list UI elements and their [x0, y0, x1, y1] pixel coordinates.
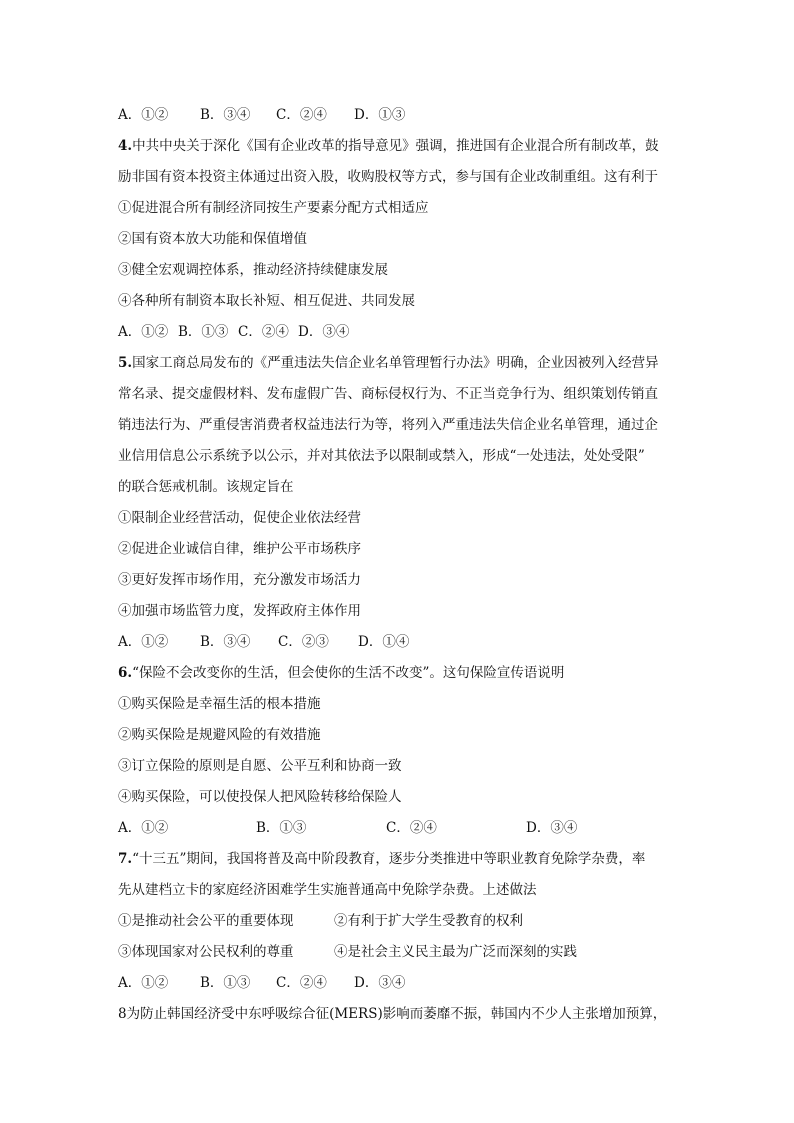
- q5-option-d: D．①④: [358, 634, 410, 650]
- q6-option-a: A．①②: [118, 820, 169, 836]
- q7-option-a: A．①②: [118, 975, 169, 991]
- q7-stem-line-1: [118, 844, 678, 875]
- q4-item-1: ①促进混合所有制经济同按生产要素分配方式相适应: [118, 200, 429, 216]
- q6-item-1: ①购买保险是幸福生活的根本措施: [118, 696, 321, 712]
- q5-option-a: A．①②: [118, 634, 169, 650]
- q3-options: [118, 100, 678, 131]
- q6-option-c: C．②④: [386, 820, 437, 836]
- q7-item-3: ③体现国家对公民权利的尊重: [118, 944, 294, 960]
- q4-item-2: ②国有资本放大功能和保值增值: [118, 231, 307, 247]
- q4-option-c: C．②④: [238, 324, 289, 340]
- q5-stem-line-3: 销违法行为、严重侵害消费者权益违法行为等，将列入严重违法失信企业名单管理，通过企: [118, 417, 658, 433]
- q5-number: 5.: [118, 355, 133, 371]
- q4-stem-text-1: 中共中央关于深化《国有企业改革的指导意见》强调，推进国有企业混合所有制改革，鼓: [132, 138, 659, 154]
- q6-option-d: D．③④: [526, 820, 578, 836]
- q4-option-d: D．③④: [298, 324, 350, 340]
- q3-option-d: D．①③: [354, 107, 406, 123]
- q4-stem-line-2: 励非国有资本投资主体通过出资入股，收购股权等方式，参与国有企业改制重组。这有利于: [118, 169, 658, 185]
- q3-option-b: B．③④: [200, 107, 251, 123]
- q7-option-b: B．①③: [200, 975, 251, 991]
- q7-stem-line-2: 先从建档立卡的家庭经济困难学生实施普通高中免除学杂费。上述做法: [118, 882, 537, 898]
- q5-item-1: ①限制企业经营活动，促使企业依法经营: [118, 510, 361, 526]
- q7-item-2: ②有利于扩大学生受教育的权利: [334, 913, 523, 929]
- q4-item-4: ④各种所有制资本取长补短、相互促进、共同发展: [118, 293, 415, 309]
- q4-option-a: A．①②: [118, 324, 169, 340]
- q6-stem-text: “保险不会改变你的生活，但会使你的生活不改变”。这句保险宣传语说明: [132, 665, 565, 681]
- q7-item-row-2: [118, 937, 678, 968]
- q7-stem-text-1: “十三五”期间，我国将普及高中阶段教育，逐步分类推进中等职业教育免除学杂费，率: [132, 851, 646, 867]
- q4-stem-line-1: [118, 131, 678, 162]
- q6-item-4: ④购买保险，可以使投保人把风险转移给保险人: [118, 789, 402, 805]
- q6-options: [118, 813, 678, 844]
- q4-options: [118, 317, 678, 348]
- q5-option-c: C．②③: [278, 634, 329, 650]
- q6-number: 6.: [118, 665, 133, 681]
- q7-option-d: D．③④: [354, 975, 406, 991]
- q3-option-c: C．②④: [276, 107, 327, 123]
- q5-item-2: ②促进企业诚信自律，维护公平市场秩序: [118, 541, 361, 557]
- q5-item-4: ④加强市场监管力度，发挥政府主体作用: [118, 603, 361, 619]
- q4-option-b: B．①③: [178, 324, 229, 340]
- q5-option-b: B．③④: [200, 634, 251, 650]
- exam-page: [118, 100, 678, 1030]
- q7-option-c: C．②④: [276, 975, 327, 991]
- q3-option-a: A．①②: [118, 107, 169, 123]
- q4-number: 4.: [118, 138, 133, 154]
- q7-item-1: ①是推动社会公平的重要体现: [118, 913, 294, 929]
- q5-item-3: ③更好发挥市场作用，充分激发市场活力: [118, 572, 361, 588]
- q5-stem-line-2: 常名录、提交虚假材料、发布虚假广告、商标侵权行为、不正当竞争行为、组织策划传销直: [118, 386, 658, 402]
- q5-stem-line-1: [118, 348, 678, 379]
- q7-options: [118, 968, 678, 999]
- q6-stem: [118, 658, 678, 689]
- q5-stem-line-4: 业信用信息公示系统予以公示，并对其依法予以限制或禁入，形成“一处违法，处处受限”: [118, 448, 645, 464]
- q6-option-b: B．①③: [256, 820, 307, 836]
- q8-stem: 8为防止韩国经济受中东呼吸综合征(MERS)影响而萎靡不振，韩国内不少人主张增加预算，: [118, 1006, 667, 1022]
- q7-item-row-1: [118, 906, 678, 937]
- q7-number: 7.: [118, 851, 133, 867]
- q5-options: [118, 627, 678, 658]
- q4-item-3: ③健全宏观调控体系，推动经济持续健康发展: [118, 262, 388, 278]
- q6-item-3: ③订立保险的原则是自愿、公平互利和协商一致: [118, 758, 402, 774]
- q5-stem-line-5: 的联合惩戒机制。该规定旨在: [118, 479, 294, 495]
- q7-item-4: ④是社会主义民主最为广泛而深刻的实践: [334, 944, 577, 960]
- q5-stem-text-1: 国家工商总局发布的《严重违法失信企业名单管理暂行办法》明确，企业因被列入经营异: [132, 355, 659, 371]
- q6-item-2: ②购买保险是规避风险的有效措施: [118, 727, 321, 743]
